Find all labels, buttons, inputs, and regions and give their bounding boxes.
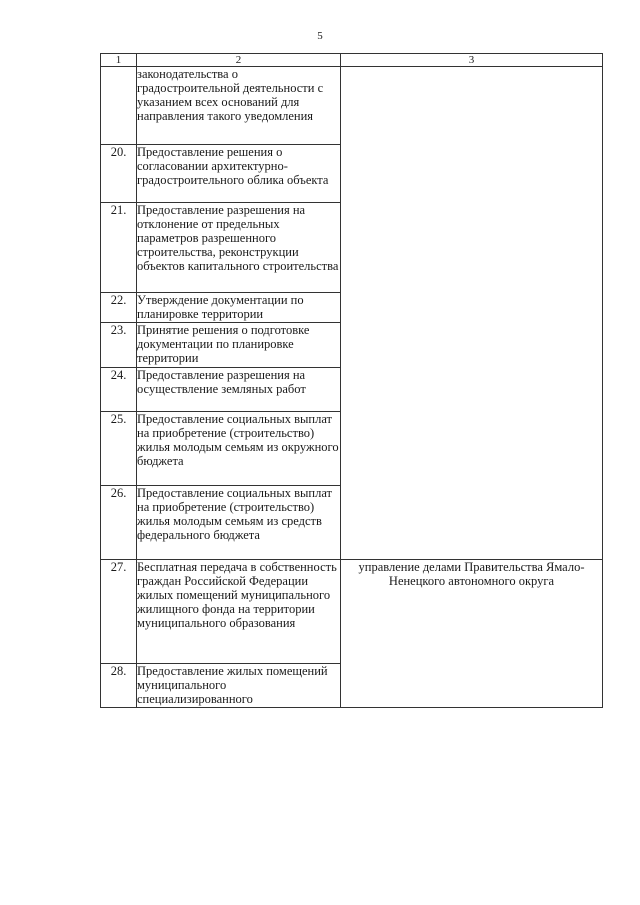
row-number: 26.	[101, 486, 137, 560]
row-number: 24.	[101, 368, 137, 412]
row-number: 22.	[101, 293, 137, 323]
table-row	[101, 67, 603, 145]
service-name: Предоставление социальных выплат на приобретение (строительство) жилья молодым семьям из окружного бюджета	[137, 412, 341, 486]
service-name: Предоставление разрешения на отклонение от предельных параметров разрешенного строительства, реконструкции объектов капитального строительства	[137, 203, 341, 293]
service-name: Предоставление разрешения на осуществление земляных работ	[137, 368, 341, 412]
row-number: 23.	[101, 323, 137, 368]
row-number: 25.	[101, 412, 137, 486]
page-number: 5	[317, 30, 323, 42]
service-name: Предоставление решения о согласовании архитектурно-градостроительного облика объекта	[137, 145, 341, 203]
service-name: Бесплатная передача в собственность граждан Российской Федерации жилых помещений муниципального жилищного фонда на территории муниципального образования	[137, 560, 341, 664]
service-name: Утверждение документации по планировке территории	[137, 293, 341, 323]
row-number: 27.	[101, 560, 137, 664]
row-number: 20.	[101, 145, 137, 203]
organization-cell-empty	[341, 67, 603, 560]
organization-name: управление делами Правительства Ямало-Ненецкого автономного округа	[341, 560, 603, 708]
header-col-2: 2	[137, 54, 341, 67]
services-table	[100, 53, 603, 708]
table-row	[101, 560, 603, 664]
service-name: Предоставление жилых помещений муниципального специализированного	[137, 664, 341, 708]
row-number: 21.	[101, 203, 137, 293]
header-col-3: 3	[341, 54, 603, 67]
service-name: законодательства о градостроительной деятельности с указанием всех оснований для направления такого уведомления	[137, 67, 341, 145]
header-col-1: 1	[101, 54, 137, 67]
row-number: 28.	[101, 664, 137, 708]
service-name: Принятие решения о подготовке документации по планировке территории	[137, 323, 341, 368]
header-row	[101, 54, 603, 67]
service-name: Предоставление социальных выплат на приобретение (строительство) жилья молодым семьям из средств федерального бюджета	[137, 486, 341, 560]
row-number	[101, 67, 137, 145]
